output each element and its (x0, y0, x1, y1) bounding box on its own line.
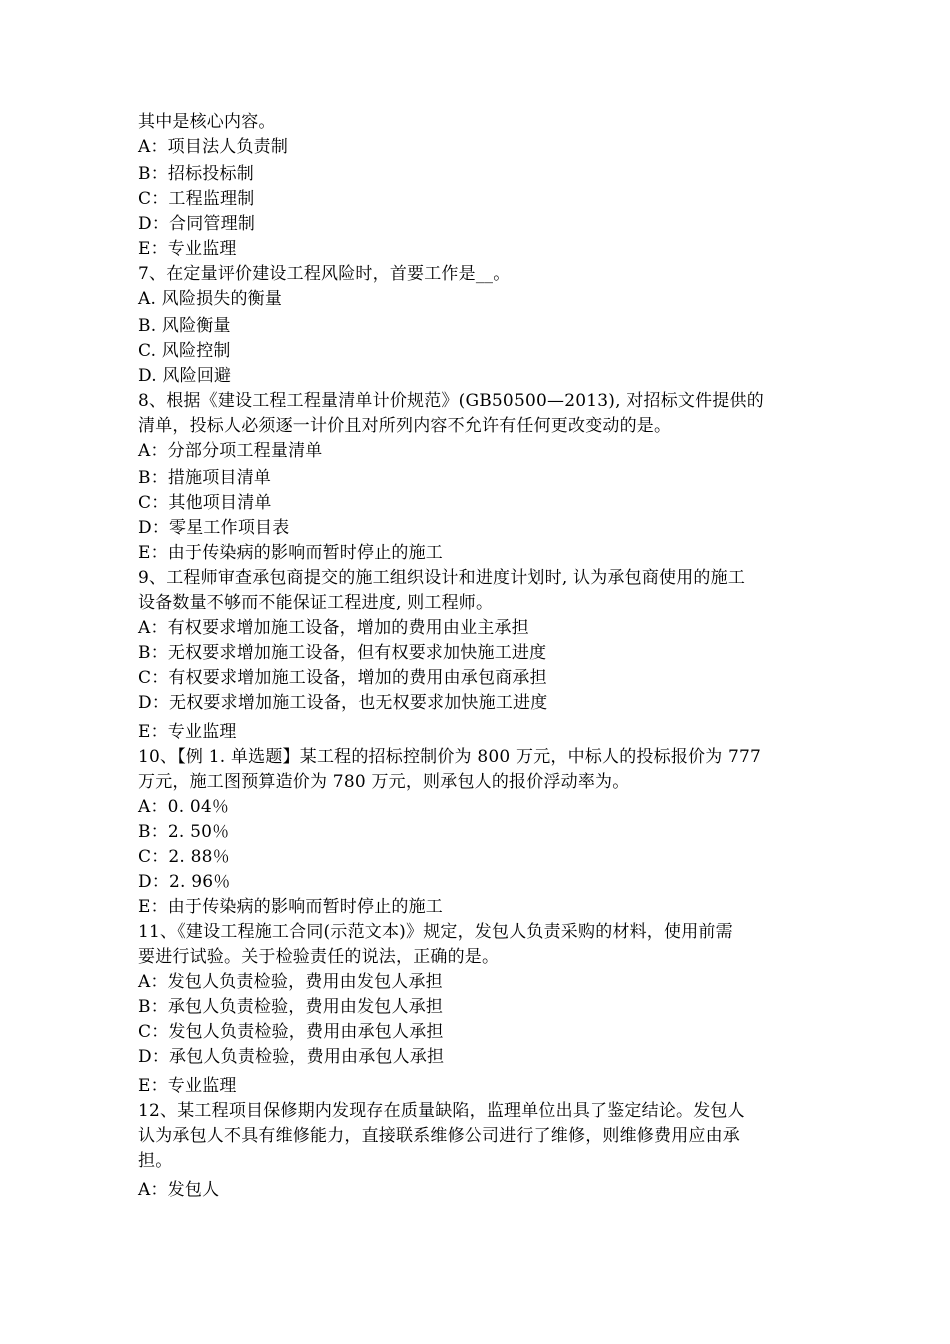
option-line: D：合同管理制 (138, 214, 256, 234)
question-10: 10、【例 1. 单选题】某工程的招标控制价为 800 万元，中标人的投标报价为 777 (138, 747, 762, 767)
question-12: 12、某工程项目保修期内发现存在质量缺陷，监理单位出具了鉴定结论。发包人 (138, 1101, 745, 1121)
option-line: C：其他项目清单 (138, 493, 272, 513)
option-line: A：项目法人负责制 (138, 137, 289, 157)
question-9-cont: 设备数量不够而不能保证工程进度, 则工程师。 (138, 593, 494, 613)
option-line: B：措施项目清单 (138, 468, 272, 488)
question-11: 11、《建设工程施工合同(示范文本)》规定，发包人负责采购的材料，使用前需 (138, 922, 733, 942)
question-11-cont: 要进行试验。关于检验责任的说法，正确的是。 (138, 947, 500, 967)
option-line: E：专业监理 (138, 722, 237, 742)
option-line: C：有权要求增加施工设备，增加的费用由承包商承担 (138, 668, 547, 688)
option-line: B：无权要求增加施工设备，但有权要求加快施工进度 (138, 643, 547, 663)
option-line: D：无权要求增加施工设备，也无权要求加快施工进度 (138, 693, 548, 713)
option-line: B. 风险衡量 (138, 316, 231, 336)
option-line: A：0. 04％ (138, 797, 230, 817)
option-line: C：2. 88％ (138, 847, 230, 867)
option-line: A：发包人负责检验，费用由发包人承担 (138, 972, 443, 992)
question-12-cont: 担。 (138, 1151, 173, 1171)
option-line: E：专业监理 (138, 239, 237, 259)
question-10-cont: 万元，施工图预算造价为 780 万元，则承包人的报价浮动率为。 (138, 772, 630, 792)
question-8-cont: 清单，投标人必须逐一计价且对所列内容不允许有任何更改变动的是。 (138, 416, 672, 436)
question-12-cont: 认为承包人不具有维修能力，直接联系维修公司进行了维修，则维修费用应由承 (138, 1126, 740, 1146)
text-line: 其中是核心内容。 (138, 112, 276, 132)
option-line: B：承包人负责检验，费用由发包人承担 (138, 997, 444, 1017)
option-line: B：2. 50％ (138, 822, 230, 842)
question-8: 8、根据《建设工程工程量清单计价规范》(GB50500—2013), 对招标文件提供的 (138, 391, 764, 411)
option-line: A：发包人 (138, 1180, 220, 1200)
option-line: E：专业监理 (138, 1076, 237, 1096)
option-line: D：承包人负责检验，费用由承包人承担 (138, 1047, 445, 1067)
option-line: E：由于传染病的影响而暂时停止的施工 (138, 897, 444, 917)
option-line: D. 风险回避 (138, 366, 232, 386)
option-line: A：分部分项工程量清单 (138, 441, 323, 461)
option-line: A. 风险损失的衡量 (138, 289, 283, 309)
question-7: 7、在定量评价建设工程风险时，首要工作是__。 (138, 264, 511, 284)
option-line: D：2. 96％ (138, 872, 231, 892)
option-line: B：招标投标制 (138, 164, 254, 184)
document-body (138, 110, 818, 1203)
option-line: D：零星工作项目表 (138, 518, 290, 538)
option-line: C：工程监理制 (138, 189, 255, 209)
option-line: E：由于传染病的影响而暂时停止的施工 (138, 543, 444, 563)
option-line: A：有权要求增加施工设备，增加的费用由业主承担 (138, 618, 529, 638)
question-9: 9、工程师审查承包商提交的施工组织设计和进度计划时, 认为承包商使用的施工 (138, 568, 746, 588)
option-line: C：发包人负责检验，费用由承包人承担 (138, 1022, 444, 1042)
option-line: C. 风险控制 (138, 341, 231, 361)
